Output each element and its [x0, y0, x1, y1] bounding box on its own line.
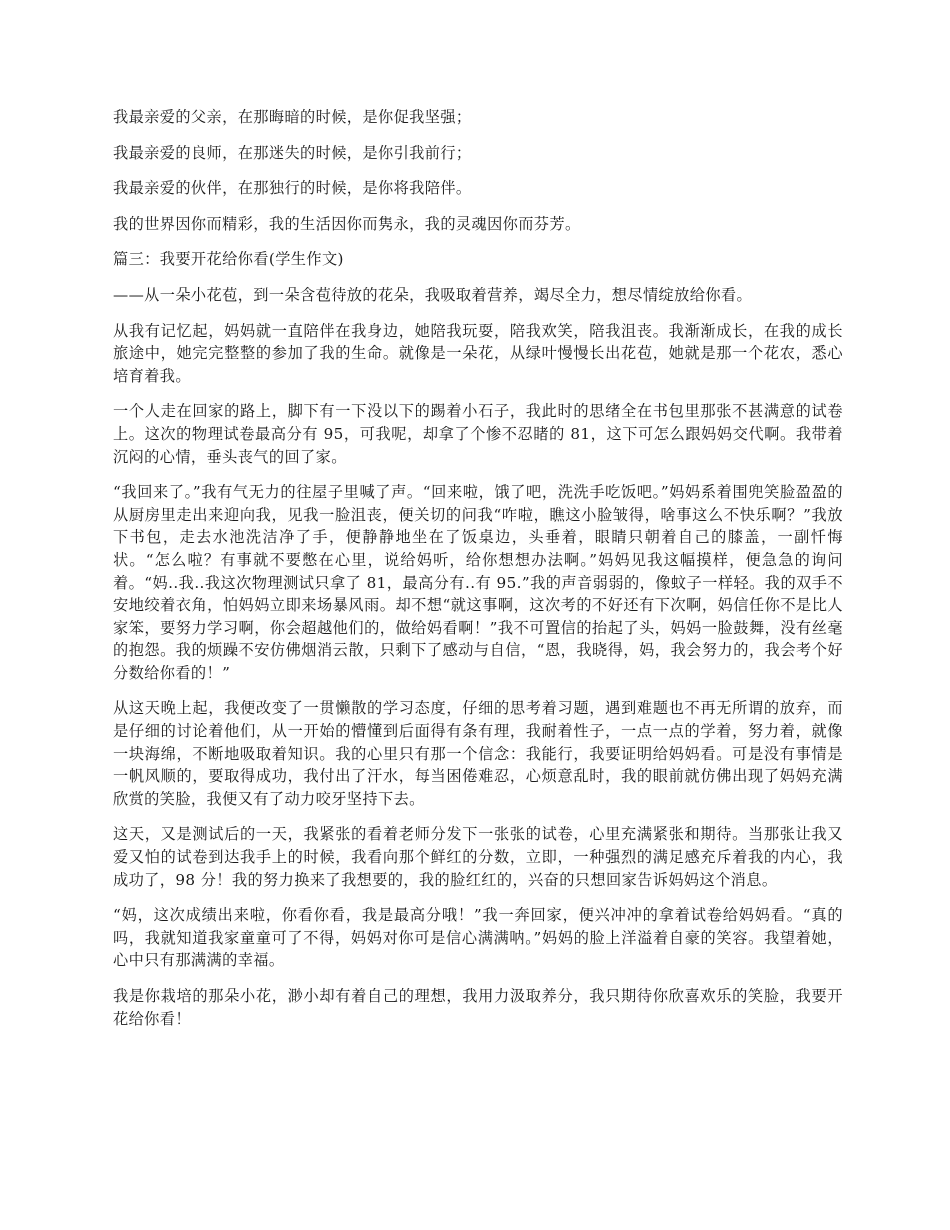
paragraph: 一个人走在回家的路上，脚下有一下没以下的踢着小石子，我此时的思绪全在书包里那张不甚满意的试卷上。这次的物理试卷最高分有 95，可我呢，却拿了个惨不忍睹的 81，这下可怎么跟妈妈交代啊。我带着沉闷的心情，垂头丧气的回了家。: [113, 402, 843, 466]
paragraph: 我最亲爱的伙伴，在那独行的时候，是你将我陪伴。: [113, 179, 472, 198]
document-body: [113, 106, 843, 1043]
paragraph: 从我有记忆起，妈妈就一直陪伴在我身边，她陪我玩耍，陪我欢笑，陪我沮丧。我渐渐成长，在我的成长旅途中，她完完整整的参加了我的生命。就像是一朵花，从绿叶慢慢长出花苞，她就是那一个花农，悉心培育着我。: [113, 321, 843, 385]
section-heading: 篇三：我要开花给你看(学生作文): [113, 250, 344, 269]
paragraph: “我回来了。”我有气无力的往屋子里喊了声。“回来啦，饿了吧，洗洗手吃饭吧。”妈妈系着围兜笑脸盈盈的从厨房里走出来迎向我，见我一脸沮丧，便关切的问我“咋啦，瞧这小脸皱得，啥事这么不快乐啊？”我放下书包，走去水池洗洁净了手，便静静地坐在了饭桌边，头垂着，眼睛只朝着自己的膝盖，一副忏悔状。“怎么啦？有事就不要憋在心里，说给妈听，给你想想办法啊。”妈妈见我这幅摸样，便急急的询问着。“妈..我..我这次物理测试只拿了 81，最高分有..有 95.”我的声音弱弱的，像蚊子一样轻。我的双手不安地绞着衣角，怕妈妈立即来场暴风雨。却不想“就这事啊，这次考的不好还有下次啊，妈信任你不是比人家笨，要努力学习啊，你会超越他们的，做给妈看啊！”我不可置信的抬起了头，妈妈一脸鼓舞，没有丝毫的抱怨。我的烦躁不安仿佛烟消云散，只剩下了感动与自信，“恩，我晓得，妈，我会努力的，我会考个好分数给你看的！”: [113, 483, 843, 682]
paragraph: 我的世界因你而精彩，我的生活因你而隽永，我的灵魂因你而芬芳。: [113, 214, 581, 233]
paragraph: “妈，这次成绩出来啦，你看你看，我是最高分哦！”我一奔回家，便兴冲冲的拿着试卷给妈妈看。“真的吗，我就知道我家童童可了不得，妈妈对你可是信心满满呐。”妈妈的脸上洋溢着自豪的笑容。我望着她，心中只有那满满的幸福。: [113, 906, 843, 970]
paragraph: 从这天晚上起，我便改变了一贯懒散的学习态度，仔细的思考着习题，遇到难题也不再无所谓的放弃，而是仔细的讨论着他们，从一开始的懵懂到后面得有条有理，我耐着性子，一点一点的学着，努力着，就像一块海绵，不断地吸取着知识。我的心里只有那一个信念：我能行，我要证明给妈妈看。可是没有事情是一帆风顺的，要取得成功，我付出了汗水，每当困倦难忍，心烦意乱时，我的眼前就仿佛出现了妈妈充满欣赏的笑脸，我便又有了动力咬牙坚持下去。: [113, 699, 843, 808]
paragraph: 我最亲爱的良师，在那迷失的时候，是你引我前行；: [113, 143, 472, 162]
paragraph: 这天，又是测试后的一天，我紧张的看着老师分发下一张张的试卷，心里充满紧张和期待。当那张让我又爱又怕的试卷到达我手上的时候，我看向那个鲜红的分数，立即，一种强烈的满足感充斥着我的内心，我成功了，98 分！我的努力换来了我想要的，我的脸红红的，兴奋的只想回家告诉妈妈这个消息。: [113, 825, 843, 889]
paragraph: 我是你栽培的那朵小花，渺小却有着自己的理想，我用力汲取养分，我只期待你欣喜欢乐的笑脸，我要开花给你看！: [113, 987, 843, 1028]
paragraph: ——从一朵小花苞，到一朵含苞待放的花朵，我吸取着营养，竭尽全力，想尽情绽放给你看。: [113, 285, 753, 304]
paragraph: 我最亲爱的父亲，在那晦暗的时候，是你促我坚强；: [113, 108, 472, 126]
